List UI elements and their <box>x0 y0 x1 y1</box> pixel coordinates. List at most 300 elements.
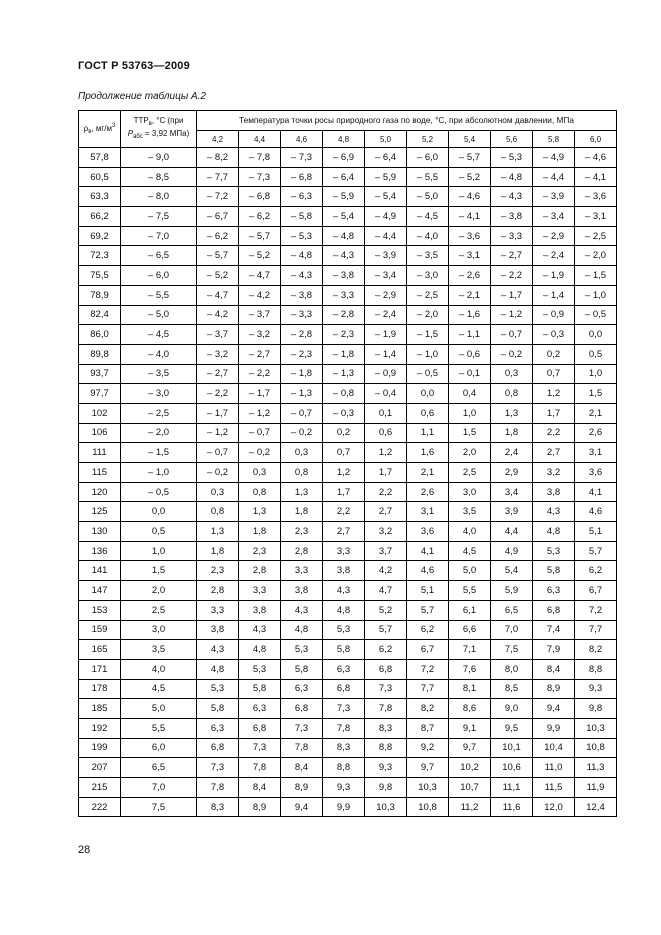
dew-point-cell: 10,3 <box>575 718 617 738</box>
concentration-cell: 82,4 <box>79 305 121 325</box>
ttr-cell: 0,0 <box>121 502 197 522</box>
table-row <box>79 403 617 423</box>
dew-point-cell: – 3,1 <box>575 207 617 227</box>
dew-point-cell: 0,4 <box>449 384 491 404</box>
dew-point-cell: 4,0 <box>449 522 491 542</box>
dew-point-cell: 1,0 <box>449 403 491 423</box>
ttr-cell: 7,0 <box>121 778 197 798</box>
dew-point-cell: 3,8 <box>197 620 239 640</box>
dew-point-cell: 1,3 <box>491 403 533 423</box>
dew-point-cell: 3,0 <box>449 482 491 502</box>
dew-point-cell: 2,6 <box>407 482 449 502</box>
dew-point-cell: – 2,6 <box>449 266 491 286</box>
table-row <box>79 600 617 620</box>
concentration-cell: 125 <box>79 502 121 522</box>
dew-point-cell: – 3,7 <box>197 325 239 345</box>
dew-point-cell: 4,5 <box>449 541 491 561</box>
dew-point-cell: 0,7 <box>533 364 575 384</box>
dew-point-cell: 5,3 <box>533 541 575 561</box>
dew-point-cell: – 5,2 <box>239 246 281 266</box>
table-row <box>79 620 617 640</box>
dew-point-cell: – 3,4 <box>533 207 575 227</box>
dew-point-cell: – 5,8 <box>281 207 323 227</box>
dew-point-cell: – 5,5 <box>407 167 449 187</box>
page-number: 28 <box>78 844 91 856</box>
dew-point-cell: 1,8 <box>197 541 239 561</box>
dew-point-cell: 10,3 <box>365 797 407 817</box>
dew-point-cell: 1,7 <box>323 482 365 502</box>
dew-point-cell: – 2,5 <box>407 285 449 305</box>
dew-point-cell: 8,0 <box>491 659 533 679</box>
dew-point-cell: – 3,9 <box>365 246 407 266</box>
dew-point-cell: 5,3 <box>281 640 323 660</box>
dew-point-cell: 4,3 <box>323 581 365 601</box>
dew-point-cell: 6,3 <box>533 581 575 601</box>
ttr-cell: – 3,5 <box>121 364 197 384</box>
dew-point-cell: 1,5 <box>449 423 491 443</box>
dew-point-cell: 9,3 <box>575 679 617 699</box>
concentration-cell: 222 <box>79 797 121 817</box>
dew-point-cell: – 2,1 <box>449 285 491 305</box>
dew-point-cell: 8,4 <box>533 659 575 679</box>
dew-point-cell: 1,2 <box>533 384 575 404</box>
dew-point-cell: 8,8 <box>323 758 365 778</box>
dew-point-cell: 7,4 <box>533 620 575 640</box>
dew-point-cell: – 2,7 <box>239 344 281 364</box>
dew-point-cell: 8,2 <box>407 699 449 719</box>
ttr-cell: – 7,0 <box>121 226 197 246</box>
dew-point-cell: 3,4 <box>491 482 533 502</box>
dew-point-cell: – 0,4 <box>365 384 407 404</box>
ttr-cell: – 1,0 <box>121 463 197 483</box>
header-dew-point-span: Температура точки росы природного газа по воде, °С, при абсолютном давлении, МПа <box>197 111 617 131</box>
dew-point-cell: – 3,7 <box>239 305 281 325</box>
table-row <box>79 423 617 443</box>
concentration-cell: 57,8 <box>79 148 121 168</box>
table-row <box>79 640 617 660</box>
ttr-cell: 1,0 <box>121 541 197 561</box>
dew-point-cell: 3,8 <box>281 581 323 601</box>
dew-point-cell: – 5,7 <box>197 246 239 266</box>
dew-point-cell: – 2,2 <box>491 266 533 286</box>
dew-point-cell: 5,8 <box>533 561 575 581</box>
concentration-cell: 130 <box>79 522 121 542</box>
table-row <box>79 699 617 719</box>
table-row <box>79 167 617 187</box>
concentration-cell: 78,9 <box>79 285 121 305</box>
dew-point-cell: 0,8 <box>281 463 323 483</box>
dew-point-cell: – 4,0 <box>407 226 449 246</box>
dew-point-cell: 8,4 <box>239 778 281 798</box>
dew-point-cell: – 0,3 <box>323 403 365 423</box>
dew-point-cell: 3,1 <box>575 443 617 463</box>
table-row <box>79 679 617 699</box>
dew-point-cell: – 3,8 <box>281 285 323 305</box>
dew-point-cell: 4,6 <box>575 502 617 522</box>
dew-point-cell: 2,4 <box>491 443 533 463</box>
dew-point-cell: 10,1 <box>491 738 533 758</box>
dew-point-cell: 2,3 <box>281 522 323 542</box>
dew-point-cell: – 7,8 <box>239 148 281 168</box>
dew-point-cell: – 6,2 <box>197 226 239 246</box>
concentration-cell: 89,8 <box>79 344 121 364</box>
dew-point-cell: – 5,2 <box>197 266 239 286</box>
dew-point-cell: 7,0 <box>491 620 533 640</box>
dew-point-cell: 9,2 <box>407 738 449 758</box>
dew-point-cell: 0,2 <box>533 344 575 364</box>
dew-point-cell: 6,8 <box>323 679 365 699</box>
dew-point-cell: – 7,3 <box>239 167 281 187</box>
table-row <box>79 364 617 384</box>
ttr-cell: 4,5 <box>121 679 197 699</box>
table-row <box>79 285 617 305</box>
dew-point-cell: – 0,5 <box>575 305 617 325</box>
ttr-cell: – 2,5 <box>121 403 197 423</box>
concentration-cell: 86,0 <box>79 325 121 345</box>
dew-point-cell: 2,0 <box>449 443 491 463</box>
dew-point-cell: – 7,7 <box>197 167 239 187</box>
dew-point-cell: 0,2 <box>323 423 365 443</box>
dew-point-cell: – 1,7 <box>239 384 281 404</box>
pressure-header-cell: 4,8 <box>323 131 365 148</box>
ttr-cell: 7,5 <box>121 797 197 817</box>
dew-point-cell: 5,2 <box>365 600 407 620</box>
dew-point-cell: – 1,0 <box>407 344 449 364</box>
dew-point-cell: – 3,6 <box>575 187 617 207</box>
dew-point-cell: 1,3 <box>281 482 323 502</box>
dew-point-cell: 6,7 <box>575 581 617 601</box>
dew-point-cell: – 7,3 <box>281 148 323 168</box>
dew-point-cell: – 2,9 <box>365 285 407 305</box>
dew-point-cell: – 6,8 <box>239 187 281 207</box>
dew-point-cell: 5,8 <box>239 679 281 699</box>
dew-point-cell: – 5,4 <box>323 207 365 227</box>
dew-point-cell: – 0,1 <box>449 364 491 384</box>
dew-point-cell: 6,1 <box>449 600 491 620</box>
table-row <box>79 443 617 463</box>
dew-point-cell: – 2,8 <box>281 325 323 345</box>
dew-point-cell: – 6,2 <box>239 207 281 227</box>
dew-point-cell: 6,2 <box>365 640 407 660</box>
dew-point-cell: – 4,1 <box>575 167 617 187</box>
dew-point-cell: – 4,1 <box>449 207 491 227</box>
dew-point-cell: 9,3 <box>365 758 407 778</box>
dew-point-cell: – 8,2 <box>197 148 239 168</box>
dew-point-cell: 5,5 <box>449 581 491 601</box>
dew-point-cell: 9,1 <box>449 718 491 738</box>
concentration-cell: 106 <box>79 423 121 443</box>
concentration-cell: 72,3 <box>79 246 121 266</box>
ttr-cell: – 2,0 <box>121 423 197 443</box>
ttr-cell: – 5,5 <box>121 285 197 305</box>
dew-point-cell: 9,5 <box>491 718 533 738</box>
dew-point-cell: 0,5 <box>575 344 617 364</box>
dew-point-cell: 10,4 <box>533 738 575 758</box>
dew-point-cell: 4,8 <box>281 620 323 640</box>
dew-point-cell: – 0,2 <box>197 463 239 483</box>
dew-point-cell: – 6,7 <box>197 207 239 227</box>
dew-point-cell: 3,6 <box>575 463 617 483</box>
table-row <box>79 758 617 778</box>
ttr-cell: – 4,0 <box>121 344 197 364</box>
dew-point-cell: 5,9 <box>491 581 533 601</box>
concentration-cell: 102 <box>79 403 121 423</box>
dew-point-cell: – 1,5 <box>575 266 617 286</box>
dew-point-cell: 6,2 <box>575 561 617 581</box>
ttr-cell: 0,5 <box>121 522 197 542</box>
table-row <box>79 482 617 502</box>
dew-point-cell: 6,3 <box>239 699 281 719</box>
dew-point-cell: 3,2 <box>533 463 575 483</box>
dew-point-cell: – 3,5 <box>407 246 449 266</box>
dew-point-cell: 3,8 <box>323 561 365 581</box>
dew-point-cell: – 1,4 <box>365 344 407 364</box>
table-row <box>79 246 617 266</box>
dew-point-cell: 4,2 <box>365 561 407 581</box>
dew-point-cell: – 5,7 <box>449 148 491 168</box>
dew-point-cell: – 1,2 <box>239 403 281 423</box>
dew-point-cell: – 2,3 <box>281 344 323 364</box>
table-row <box>79 541 617 561</box>
concentration-cell: 171 <box>79 659 121 679</box>
table-row <box>79 778 617 798</box>
dew-point-cell: 3,5 <box>449 502 491 522</box>
dew-point-cell: – 4,9 <box>533 148 575 168</box>
dew-point-cell: 7,7 <box>407 679 449 699</box>
pressure-header-cell: 4,4 <box>239 131 281 148</box>
dew-point-cell: – 3,3 <box>491 226 533 246</box>
concentration-cell: 207 <box>79 758 121 778</box>
ttr-cell: 3,0 <box>121 620 197 640</box>
dew-point-cell: 7,1 <box>449 640 491 660</box>
dew-point-cell: – 3,2 <box>197 344 239 364</box>
table-row <box>79 266 617 286</box>
dew-point-cell: 6,8 <box>239 718 281 738</box>
dew-point-cell: – 3,8 <box>491 207 533 227</box>
dew-point-cell: – 3,2 <box>239 325 281 345</box>
dew-point-cell: 4,8 <box>533 522 575 542</box>
ttr-cell: – 4,5 <box>121 325 197 345</box>
dew-point-cell: 4,9 <box>491 541 533 561</box>
ttr-cell: – 8,0 <box>121 187 197 207</box>
dew-point-cell: 9,7 <box>449 738 491 758</box>
concentration-cell: 147 <box>79 581 121 601</box>
ttr-cell: – 5,0 <box>121 305 197 325</box>
dew-point-cell: 2,2 <box>323 502 365 522</box>
dew-point-cell: 5,1 <box>407 581 449 601</box>
dew-point-cell: 4,8 <box>239 640 281 660</box>
dew-point-cell: 0,3 <box>197 482 239 502</box>
concentration-cell: 93,7 <box>79 364 121 384</box>
pressure-header-cell: 5,8 <box>533 131 575 148</box>
dew-point-cell: 3,8 <box>239 600 281 620</box>
dew-point-cell: 8,6 <box>449 699 491 719</box>
dew-point-cell: 5,0 <box>449 561 491 581</box>
dew-point-cell: 2,8 <box>239 561 281 581</box>
dew-point-cell: – 0,3 <box>533 325 575 345</box>
dew-point-cell: 4,3 <box>239 620 281 640</box>
dew-point-cell: 2,5 <box>449 463 491 483</box>
dew-point-cell: – 0,2 <box>281 423 323 443</box>
dew-point-cell: 1,7 <box>533 403 575 423</box>
pressure-header-cell: 5,0 <box>365 131 407 148</box>
dew-point-cell: 6,3 <box>323 659 365 679</box>
table-row <box>79 502 617 522</box>
dew-point-cell: 9,0 <box>491 699 533 719</box>
dew-point-cell: 0,8 <box>239 482 281 502</box>
dew-point-cell: 2,1 <box>575 403 617 423</box>
dew-point-cell: – 1,5 <box>407 325 449 345</box>
concentration-cell: 69,2 <box>79 226 121 246</box>
dew-point-cell: 1,0 <box>575 364 617 384</box>
dew-point-cell: 1,3 <box>197 522 239 542</box>
dew-point-cell: 12,0 <box>533 797 575 817</box>
dew-point-cell: 3,3 <box>197 600 239 620</box>
concentration-cell: 63,3 <box>79 187 121 207</box>
dew-point-cell: 7,3 <box>323 699 365 719</box>
dew-point-cell: 8,2 <box>575 640 617 660</box>
dew-point-cell: 9,8 <box>575 699 617 719</box>
dew-point-cell: 11,5 <box>533 778 575 798</box>
dew-point-cell: – 1,1 <box>449 325 491 345</box>
concentration-cell: 111 <box>79 443 121 463</box>
dew-point-cell: 10,6 <box>491 758 533 778</box>
dew-point-cell: – 0,9 <box>533 305 575 325</box>
dew-point-cell: – 2,7 <box>197 364 239 384</box>
dew-point-cell: 12,4 <box>575 797 617 817</box>
dew-point-cell: 0,7 <box>323 443 365 463</box>
table-caption: Продолжение таблицы А.2 <box>78 91 206 102</box>
dew-point-cell: – 0,2 <box>239 443 281 463</box>
table-row <box>79 463 617 483</box>
dew-point-cell: 0,1 <box>365 403 407 423</box>
dew-point-cell: – 0,5 <box>407 364 449 384</box>
concentration-cell: 66,2 <box>79 207 121 227</box>
header-concentration: $\rho_в$, $мг/м^3$ <box>79 111 121 148</box>
dew-point-cell: 3,3 <box>323 541 365 561</box>
dew-point-cell: – 3,3 <box>323 285 365 305</box>
dew-point-cell: 7,8 <box>281 738 323 758</box>
dew-point-cell: 9,4 <box>281 797 323 817</box>
table-row <box>79 738 617 758</box>
dew-point-cell: – 0,7 <box>281 403 323 423</box>
dew-point-cell: – 4,2 <box>239 285 281 305</box>
ttr-cell: – 7,5 <box>121 207 197 227</box>
table-row <box>79 522 617 542</box>
dew-point-cell: – 1,6 <box>449 305 491 325</box>
dew-point-cell: 7,6 <box>449 659 491 679</box>
ttr-cell: 5,0 <box>121 699 197 719</box>
dew-point-cell: 2,7 <box>365 502 407 522</box>
dew-point-cell: 9,9 <box>323 797 365 817</box>
dew-point-cell: 6,8 <box>281 699 323 719</box>
dew-point-cell: 1,6 <box>407 443 449 463</box>
dew-point-cell: – 1,3 <box>323 364 365 384</box>
dew-point-cell: 0,3 <box>281 443 323 463</box>
dew-point-cell: 1,5 <box>575 384 617 404</box>
dew-point-cell: – 0,7 <box>491 325 533 345</box>
dew-point-cell: 5,3 <box>323 620 365 640</box>
dew-point-cell: 8,3 <box>365 718 407 738</box>
table-row <box>79 797 617 817</box>
dew-point-cell: – 6,8 <box>281 167 323 187</box>
dew-point-cell: 5,4 <box>491 561 533 581</box>
dew-point-cell: – 1,4 <box>533 285 575 305</box>
dew-point-cell: – 7,2 <box>197 187 239 207</box>
concentration-cell: 178 <box>79 679 121 699</box>
ttr-cell: 6,0 <box>121 738 197 758</box>
dew-point-cell: 11,0 <box>533 758 575 778</box>
pressure-header-cell: 4,6 <box>281 131 323 148</box>
dew-point-cell: – 6,9 <box>323 148 365 168</box>
dew-point-cell: – 4,6 <box>449 187 491 207</box>
dew-point-cell: 3,6 <box>407 522 449 542</box>
concentration-cell: 192 <box>79 718 121 738</box>
dew-point-cell: 3,3 <box>239 581 281 601</box>
header-ttr: $ТТР_в$, °С (при $P_{абс} = 3,92$ МПа) <box>121 111 197 148</box>
concentration-cell: 199 <box>79 738 121 758</box>
dew-point-cell: 0,8 <box>197 502 239 522</box>
dew-point-cell: 4,6 <box>407 561 449 581</box>
ttr-cell: – 9,0 <box>121 148 197 168</box>
dew-point-cell: 9,4 <box>533 699 575 719</box>
dew-point-cell: 8,9 <box>239 797 281 817</box>
pressure-header-cell: 6,0 <box>575 131 617 148</box>
dew-point-cell: 1,8 <box>281 502 323 522</box>
dew-point-cell: – 4,5 <box>407 207 449 227</box>
dew-point-cell: – 3,8 <box>323 266 365 286</box>
dew-point-cell: 2,6 <box>575 423 617 443</box>
dew-point-cell: 10,8 <box>407 797 449 817</box>
dew-point-cell: 0,6 <box>407 403 449 423</box>
dew-point-cell: 2,8 <box>281 541 323 561</box>
dew-point-cell: 8,3 <box>197 797 239 817</box>
concentration-cell: 159 <box>79 620 121 640</box>
dew-point-cell: 1,3 <box>239 502 281 522</box>
dew-point-cell: – 0,8 <box>323 384 365 404</box>
dew-point-cell: 5,7 <box>575 541 617 561</box>
dew-point-cell: 1,8 <box>239 522 281 542</box>
dew-point-cell: 0,0 <box>575 325 617 345</box>
concentration-cell: 60,5 <box>79 167 121 187</box>
dew-point-cell: 2,2 <box>533 423 575 443</box>
concentration-cell: 75,5 <box>79 266 121 286</box>
dew-point-cell: – 6,0 <box>407 148 449 168</box>
dew-point-cell: 7,3 <box>239 738 281 758</box>
dew-point-cell: 0,0 <box>407 384 449 404</box>
dew-point-cell: 3,7 <box>365 541 407 561</box>
concentration-cell: 153 <box>79 600 121 620</box>
dew-point-cell: 5,7 <box>407 600 449 620</box>
dew-point-cell: – 1,7 <box>197 403 239 423</box>
dew-point-cell: – 5,9 <box>323 187 365 207</box>
dew-point-cell: 9,8 <box>365 778 407 798</box>
dew-point-cell: 8,9 <box>533 679 575 699</box>
table-row <box>79 325 617 345</box>
dew-point-cell: – 2,0 <box>575 246 617 266</box>
dew-point-cell: 7,3 <box>281 718 323 738</box>
dew-point-cell: – 0,6 <box>449 344 491 364</box>
dew-point-cell: 5,8 <box>281 659 323 679</box>
ttr-cell: 1,5 <box>121 561 197 581</box>
ttr-cell: 3,5 <box>121 640 197 660</box>
pressure-header-cell: 5,2 <box>407 131 449 148</box>
dew-point-cell: 1,2 <box>365 443 407 463</box>
dew-point-cell: – 3,4 <box>365 266 407 286</box>
dew-point-cell: – 1,8 <box>323 344 365 364</box>
dew-point-cell: – 4,3 <box>281 266 323 286</box>
dew-point-cell: – 6,4 <box>365 148 407 168</box>
